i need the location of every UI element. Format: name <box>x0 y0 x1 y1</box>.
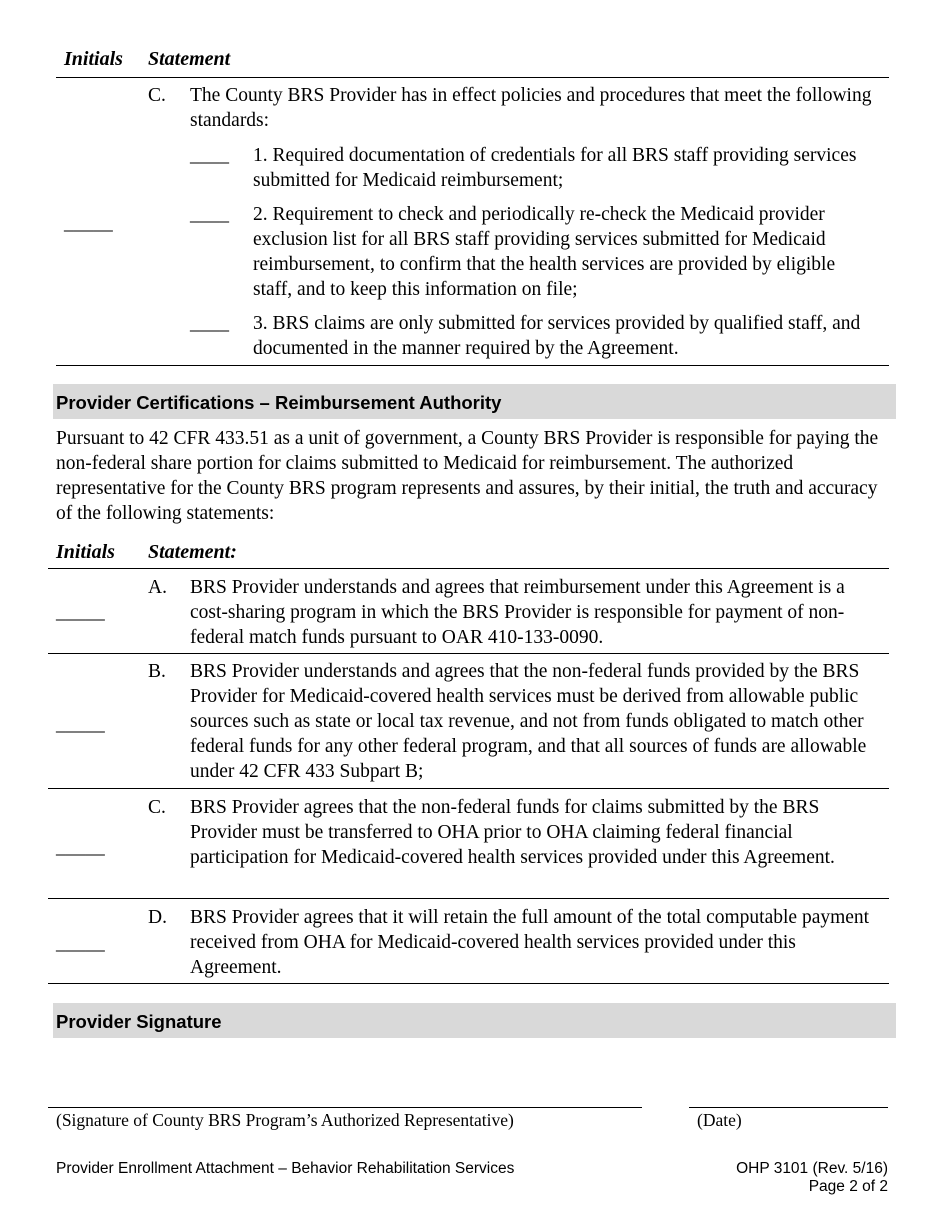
footer-title: Provider Enrollment Attachment – Behavior Rehabilitation Services <box>56 1160 515 1177</box>
row-text: BRS Provider understands and agrees that the non-federal funds provided by the BRS Provider for Medicaid-covered health services must be derived from allowable public sources such as state or local tax revenue, and not from funds obligated to match other federal funds for any other federal program, and that all sources of funds are allowable under 42 CFR 433 Subpart B; <box>190 661 867 782</box>
initial-blank[interactable]: _____ <box>56 837 105 858</box>
table2-header-initials: Initials <box>56 541 115 563</box>
subitem-blank[interactable]: ____ <box>190 204 229 225</box>
subitem-text: 3. BRS claims are only submitted for services provided by qualified staff, and documented in the manner required by the Agreement. <box>253 313 861 359</box>
initial-blank[interactable]: _____ <box>56 602 105 623</box>
date-label: (Date) <box>697 1110 742 1130</box>
subitem-text: 1. Required documentation of credentials for all BRS staff providing services submitted for Medicaid reimbursement; <box>253 145 857 191</box>
table1-header-initials: Initials <box>64 48 123 70</box>
divider <box>48 898 889 899</box>
section-header <box>53 1003 896 1038</box>
subitem-blank[interactable]: ____ <box>190 313 229 334</box>
section-paragraph: Pursuant to 42 CFR 433.51 as a unit of government, a County BRS Provider is responsible for paying the non-federal share portion for claims submitted to Medicaid for reimbursement. The authorized representative for the County BRS program represents and assures, by their initial, the truth and accuracy of the following statements: <box>56 428 879 524</box>
item-letter: C. <box>148 85 166 106</box>
subitem-text: 2. Requirement to check and periodically re-check the Medicaid provider exclusion list for all BRS staff providing services submitted for Medicaid reimbursement, to confirm that the health services are provided by eligible staff, and to keep this information on file; <box>253 204 836 300</box>
row-text: BRS Provider agrees that the non-federal funds for claims submitted by the BRS Provider must be transferred to OHA prior to OHA claiming federal financial participation for Medicaid-covered health services provided under this Agreement. <box>190 797 835 868</box>
divider <box>48 788 889 789</box>
initial-blank[interactable]: _____ <box>56 933 105 954</box>
divider <box>56 365 889 366</box>
footer-form-number: OHP 3101 (Rev. 5/16) <box>736 1160 888 1177</box>
section-title: Provider Certifications – Reimbursement Authority <box>56 392 502 413</box>
subitem-blank[interactable]: ____ <box>190 145 229 166</box>
item-text: The County BRS Provider has in effect policies and procedures that meet the following standards: <box>190 85 872 131</box>
signature-label: (Signature of County BRS Program’s Authorized Representative) <box>56 1110 514 1130</box>
row-letter: C. <box>148 797 166 818</box>
row-letter: A. <box>148 577 167 598</box>
initial-blank[interactable]: _____ <box>64 213 113 234</box>
initial-blank[interactable]: _____ <box>56 714 105 735</box>
divider <box>48 653 889 654</box>
divider <box>48 983 889 984</box>
row-letter: B. <box>148 661 166 682</box>
row-text: BRS Provider understands and agrees that reimbursement under this Agreement is a cost-sharing program in which the BRS Provider is responsible for payment of non-federal match funds pursuant to OAR 410-133-0090. <box>190 577 845 648</box>
table2-header-statement: Statement: <box>148 541 237 563</box>
section-title: Provider Signature <box>56 1011 222 1032</box>
divider <box>56 77 889 78</box>
table1-header-statement: Statement <box>148 48 231 70</box>
row-letter: D. <box>148 907 167 928</box>
divider <box>48 568 889 569</box>
section-header <box>53 384 896 419</box>
footer-page: Page 2 of 2 <box>808 1178 888 1195</box>
row-text: BRS Provider agrees that it will retain the full amount of the total computable payment received from OHA for Medicaid-covered health services provided under this Agreement. <box>190 907 870 978</box>
